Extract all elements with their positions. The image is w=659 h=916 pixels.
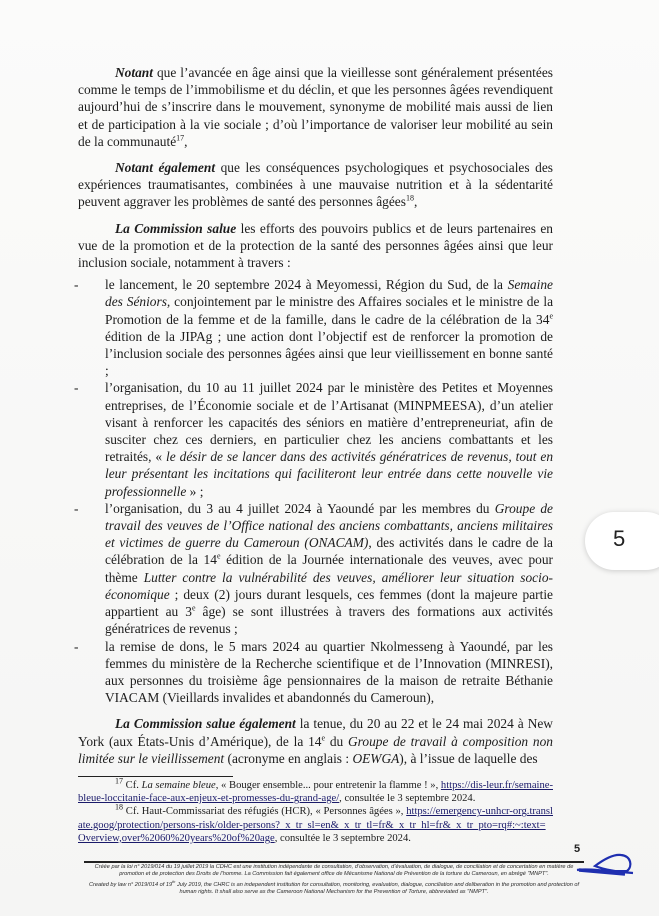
page-indicator-badge[interactable]	[585, 512, 659, 570]
paragraph-italic: OEWGA	[352, 750, 400, 766]
list-italic: le désir de se lancer dans des activités génératrices de revenus, tout en leur présentant les incitations qui faciliteront leur entrée dans cette nouvelle vie professionnelle	[105, 449, 554, 499]
document-body	[74, 64, 554, 776]
footnote-number: 18	[115, 802, 123, 812]
footnote-divider	[78, 776, 233, 777]
list-item	[74, 379, 554, 499]
bullet-dash: -	[74, 638, 79, 654]
list-text: l’organisation, du 10 au 11 juillet 2024 par le ministère des Petites et Moyennes entreprises, de l’Économie sociale et de l’Artisanat (MINPMEESA), d’un atelier visant à renforcer les capacités des séniors en matière d’entrepreneuriat, afin de susciter chez ces derniers, en particulier chez les anciens combattants et les retraités, «	[105, 380, 553, 465]
paragraph-italic: Groupe de travail à composition non limitée sur le vieillissement	[78, 733, 553, 766]
list-text: , des activités dans le cadre de la célébration de la 14	[105, 535, 553, 568]
paragraph-tail: ,	[184, 133, 188, 149]
footnote-italic: La semaine bleue	[141, 780, 216, 791]
bullet-list	[74, 276, 554, 706]
footer-divider	[84, 861, 584, 863]
list-text: l’organisation, du 3 au 4 juillet 2024 à Yaoundé par les membres du	[105, 500, 495, 516]
list-text: conjointement par le ministre des Affaires sociales et le ministre de la Promotion de la femme et de la famille, dans le cadre de la célébration de la 34	[105, 294, 554, 327]
footnote-link[interactable]: https://dis-leur.fr/semaine-bleue-loccitanie-face-aux-enjeux-et-promesses-du-grand-age/	[78, 780, 553, 805]
footnote-number: 17	[115, 776, 123, 786]
footnote-text: Cf.	[123, 780, 142, 791]
footnote-text: , consultée le 3 septembre 2024.	[274, 832, 411, 844]
page-number: 5	[574, 843, 581, 855]
bullet-dash: -	[74, 277, 79, 293]
paragraph-commission-salue	[78, 220, 553, 272]
bullet-dash: -	[74, 380, 79, 396]
superscript: e	[216, 552, 221, 562]
footnote-17	[78, 776, 553, 805]
list-item	[74, 500, 553, 638]
paragraph-lead: La Commission salue également	[115, 716, 296, 732]
superscript: e	[191, 603, 196, 613]
superscript: th	[172, 879, 176, 885]
footnote-text: , consultée le 3 septembre 2024.	[339, 793, 476, 805]
paragraph-text: les efforts des pouvoirs publics et de leurs partenaires en vue de la promotion et de la protection de la santé des personnes âgées ainsi que leur inclusion sociale, notamment à travers :	[78, 220, 553, 271]
footnotes	[78, 776, 553, 845]
footer-text: July 2019, the CHRC is an independent institution for consultation, monitoring, evaluation, dialogue, conciliation and deliberation in the promotion and protection of human rights. It shall also serve as the Cameroon National Mechanism for the Prevention of Torture, abbreviated as "NMPT".	[175, 882, 580, 895]
paragraph-notant-egalement	[78, 159, 553, 211]
paragraph-tail: ,	[413, 194, 418, 210]
paragraph-text: ), à l’issue de laquelle des	[399, 750, 538, 766]
list-text: » ;	[186, 483, 204, 499]
list-item	[74, 276, 554, 379]
list-text: édition de la Journée internationale des veuves, avec pour thème	[105, 552, 553, 585]
list-text: ; deux (2) jours durant lesquels, ces femmes (dont la majeure partie appartient au 3	[105, 586, 553, 620]
superscript: e	[321, 733, 326, 743]
superscript: e	[549, 311, 553, 321]
footnote-text: , « Bouger ensemble... pour entretenir la flamme ! »,	[215, 780, 441, 791]
paragraph-lead: La Commission salue	[115, 220, 237, 236]
footer-english	[84, 879, 584, 896]
footnote-link[interactable]: https://emergency-unhcr-org.translate.goog/protection/persons-risk/older-persons?_x_tr_sl=en&_x_tr_tl=fr&_x_tr_hl=fr&_x_tr_pto=rq#:~:text=Overview,over%2060%20years%20of%20age	[78, 806, 553, 844]
footnote-ref-17[interactable]: 17	[176, 133, 185, 143]
list-italic: Semaine des Séniors,	[105, 277, 553, 310]
paragraph-lead: Notant également	[115, 160, 216, 176]
list-text: édition de la JIPAg ; une action dont l’objectif est de renforcer la promotion de l’inclusion sociale des personnes âgées ainsi que leur vieillissement en bonne santé ;	[105, 328, 553, 379]
paragraph-text: (acronyme en anglais :	[224, 750, 353, 766]
paragraph-lead: Notant	[115, 65, 153, 80]
paragraph-text: du	[325, 733, 349, 749]
page-indicator-number: 5	[613, 526, 626, 551]
bullet-dash: -	[74, 500, 79, 516]
list-text: le lancement, le 20 septembre 2024 à Meyomessi, Région du Sud, de la	[105, 277, 508, 293]
paragraph-notant	[78, 64, 553, 150]
list-item	[74, 638, 553, 707]
footnote-18	[78, 802, 553, 845]
footer-text: Created by law n° 2019/014 of 19	[88, 882, 173, 888]
list-text: la remise de dons, le 5 mars 2024 au quartier Nkolmesseng à Yaoundé, par les femmes du ministère de la Recherche scientifique et de l’Innovation (MINRESI), aux personnes du troisième âge pensionnaires de la maison de retraite Béthanie VIACAM (Vieillards invalides et abandonnés du Cameroun),	[105, 638, 553, 706]
list-italic: Groupe de travail des veuves de l’Office national des anciens combattants, anciens militaires et victimes de guerre du Cameroun (ONACAM)	[105, 500, 553, 551]
paragraph-text: que l’avancée en âge ainsi que la vieillesse sont généralement présentées comme le temps de l’immobilisme et du déclin, et que les personnes âgées revendiquent aujourd’hui de s’inscrire dans le mouvement, synonyme de mobilité mais aussi de lien et de participation à la vie sociale ; d’où l’importance de valoriser leur mobilité au sein de la communauté	[78, 65, 553, 149]
footer-french: Créée par la loi n° 2019/014 du 19 juillet 2019 la CDHC est une institution indépendante de consultation, d’observation, d’évaluation, de dialogue, de conciliation et de concertation en matière de promotion et de protection des Droits de l’homme. La Commission fait également office de Mécanisme National de Prévention de la torture du Cameroun, en abrégé "MNPT".	[94, 864, 574, 877]
paragraph-commission-salue-egalement	[78, 715, 553, 767]
signature-scribble-icon	[575, 852, 635, 878]
paragraph-text: que les conséquences psychologiques et psychosociales des expériences traumatisantes, combinées à une mauvaise nutrition et à la sédentarité peuvent aggraver les problèmes de santé des personnes âgées	[78, 160, 553, 210]
footnote-text: Cf. Haut-Commissariat des réfugiés (HCR), « Personnes âgées »,	[123, 806, 407, 818]
footnote-ref-18[interactable]: 18	[405, 193, 414, 203]
paragraph-text: la tenue, du 20 au 22 et le 24 mai 2024 à New York (aux États-Unis d’Amérique), de la 14	[78, 716, 553, 749]
list-italic: Lutter contre la vulnérabilité des veuves, améliorer leur situation socio-économique	[105, 569, 553, 602]
institution-footer	[84, 864, 584, 900]
list-text: âge) se sont illustrées à travers des formations aux activités génératrices de revenus ;	[105, 604, 553, 637]
